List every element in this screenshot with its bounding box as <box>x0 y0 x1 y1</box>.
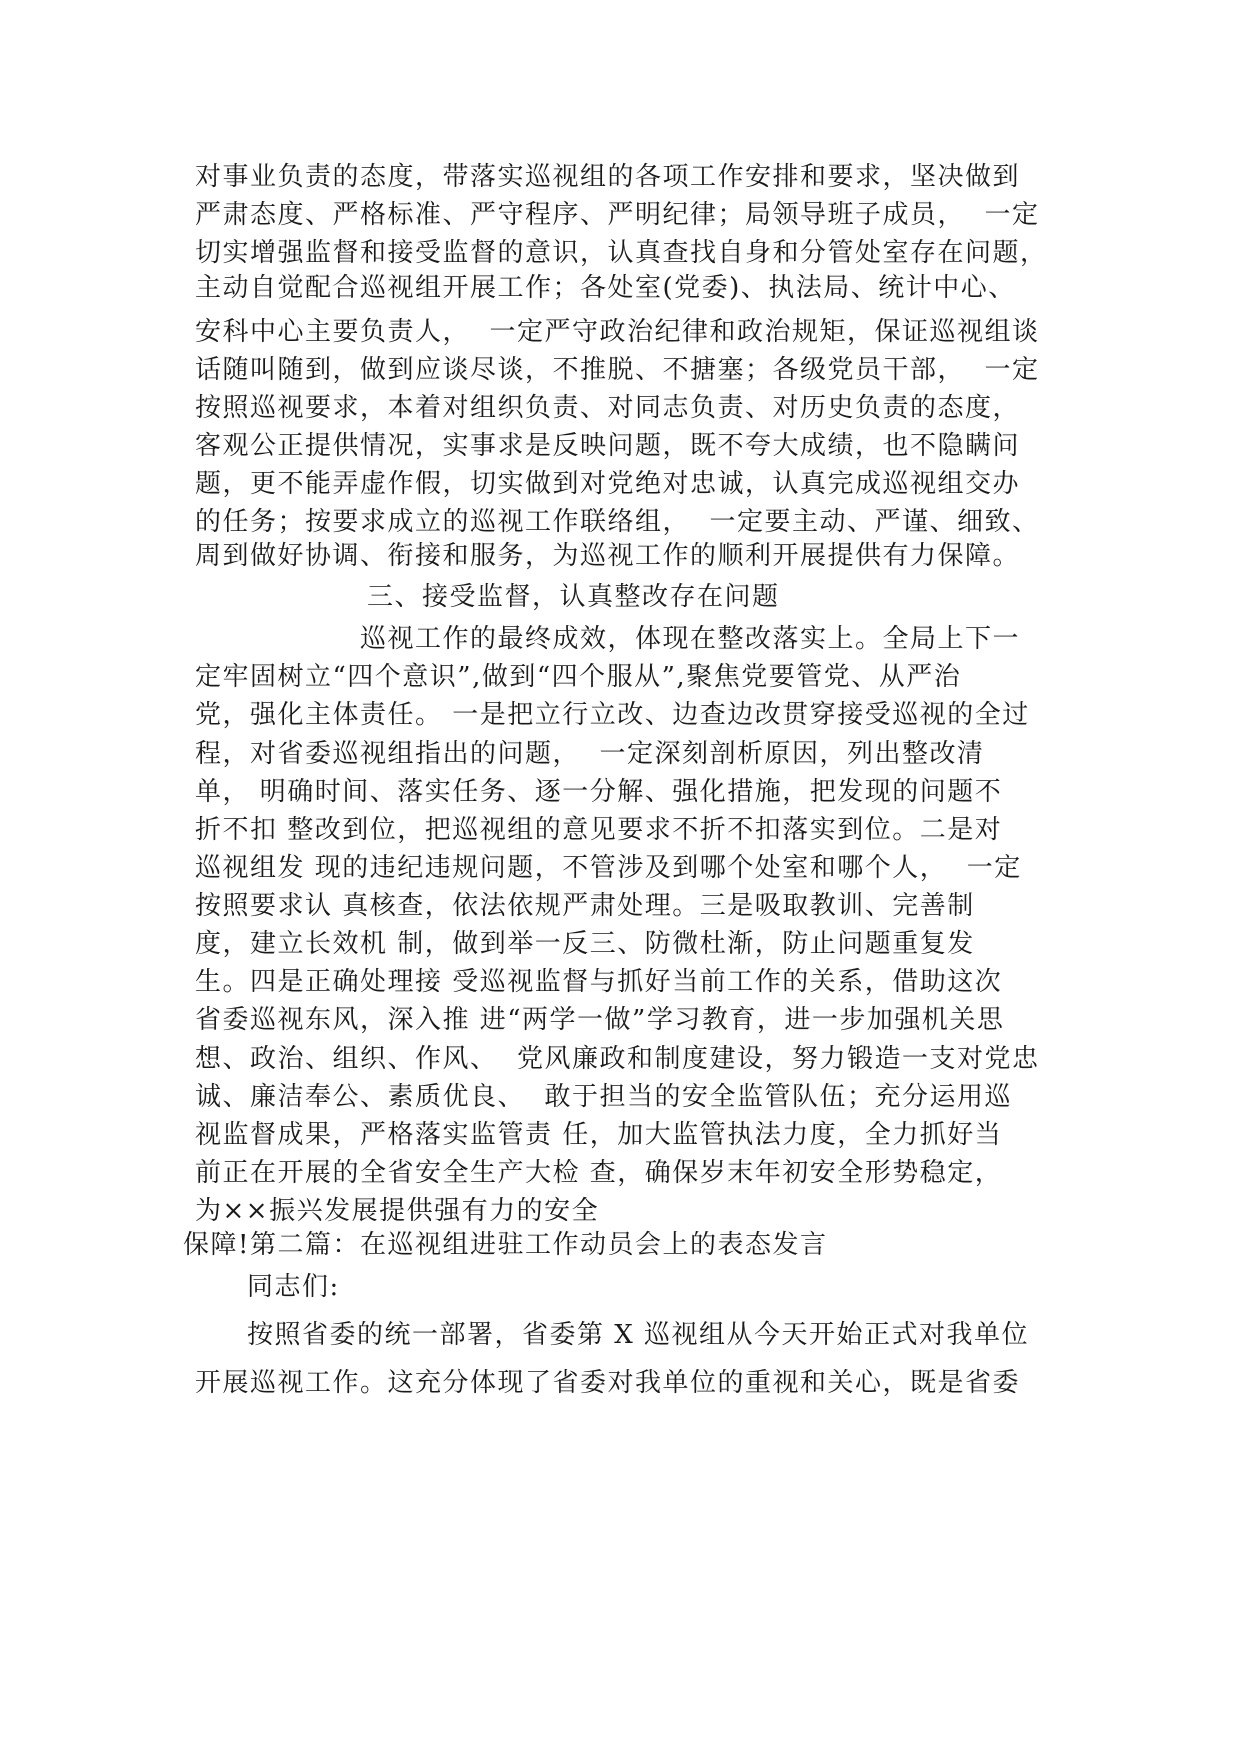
text-line: 程，对省委巡视组指出的问题， 一定深刻剖析原因，列出整改清 <box>195 739 985 769</box>
text-line: 客观公正提供情况，实事求是反映问题，既不夸大成绩，也不隐瞒问 <box>195 431 1021 461</box>
text-line: 视监督成果，严格落实监管责 任，加大监管执法力度，全力抓好当 <box>195 1120 1003 1150</box>
text-line: 度，建立长效机 制，做到举一反三、防微杜渐，防止问题重复发 <box>195 929 975 959</box>
text-line: 按照巡视要求，本着对组织负责、对同志负责、对历史负责的态度， <box>195 393 1021 423</box>
text-line: 党，强化主体责任。 一是把立行立改、边查边改贯穿接受巡视的全过 <box>195 700 1030 730</box>
text-line: 开展巡视工作。这充分体现了省委对我单位的重视和关心，既是省委 <box>195 1368 1021 1398</box>
text-line: 巡视组发 现的违纪违规问题，不管涉及到哪个处室和哪个人， 一定 <box>195 853 1022 883</box>
text-line: 诚、廉洁奉公、素质优良、 敢于担当的安全监管队伍；充分运用巡 <box>195 1082 1013 1112</box>
text-line: 按照要求认 真核查，依法依规严肃处理。三是吸取教训、完善制 <box>195 891 975 921</box>
text-line: 话随叫随到，做到应谈尽谈，不推脱、不搪塞；各级党员干部， 一定 <box>195 355 1040 385</box>
salutation: 同志们: <box>247 1272 340 1302</box>
text-line: 按照省委的统一部署，省委第 X 巡视组从今天开始正式对我单位 <box>247 1320 1030 1350</box>
section-heading: 三、接受监督，认真整改存在问题 <box>367 582 780 612</box>
text-line: 安科中心主要负责人， 一定严守政治纪律和政治规矩，保证巡视组谈 <box>195 317 1040 347</box>
text-line: 周到做好协调、衔接和服务，为巡视工作的顺利开展提供有力保障。 <box>195 541 1021 571</box>
text-line: 严肃态度、严格标准、严守程序、严明纪律；局领导班子成员， 一定 <box>195 200 1040 230</box>
text-line: 对事业负责的态度，带落实巡视组的各项工作安排和要求，坚决做到 <box>195 162 1021 192</box>
text-line: 为××振兴发展提供强有力的安全 <box>195 1196 600 1226</box>
text-line: 保障!第二篇：在巡视组进驻工作动员会上的表态发言 <box>183 1230 828 1260</box>
text-line: 切实增强监督和接受监督的意识，认真查找自身和分管处室存在问题， <box>195 238 1048 268</box>
text-line: 题，更不能弄虚作假，切实做到对党绝对忠诚，认真完成巡视组交办 <box>195 469 1021 499</box>
text-line: 巡视工作的最终成效，体现在整改落实上。全局上下一 <box>360 624 1021 654</box>
text-line: 定牢固树立“四个意识”,做到“四个服从”,聚焦党要管党、从严治 <box>195 662 962 692</box>
text-line: 折不扣 整改到位，把巡视组的意见要求不折不扣落实到位。二是对 <box>195 815 1003 845</box>
text-line: 前正在开展的全省安全生产大检 查，确保岁末年初安全形势稳定， <box>195 1158 1003 1188</box>
text-line: 的任务；按要求成立的巡视工作联络组， 一定要主动、严谨、细致、 <box>195 507 1040 537</box>
text-line: 生。四是正确处理接 受巡视监督与抓好当前工作的关系，借助这次 <box>195 967 1003 997</box>
text-line: 单， 明确时间、落实任务、逐一分解、强化措施，把发现的问题不 <box>195 777 1003 807</box>
text-line: 想、政治、组织、作风、 党风廉政和制度建设，努力锻造一支对党忠 <box>195 1044 1040 1074</box>
text-line: 省委巡视东风，深入推 进“两学一做”学习教育，进一步加强机关思 <box>195 1005 1005 1035</box>
text-line: 主动自觉配合巡视组开展工作；各处室(党委)、执法局、统计中心、 <box>195 273 1016 303</box>
